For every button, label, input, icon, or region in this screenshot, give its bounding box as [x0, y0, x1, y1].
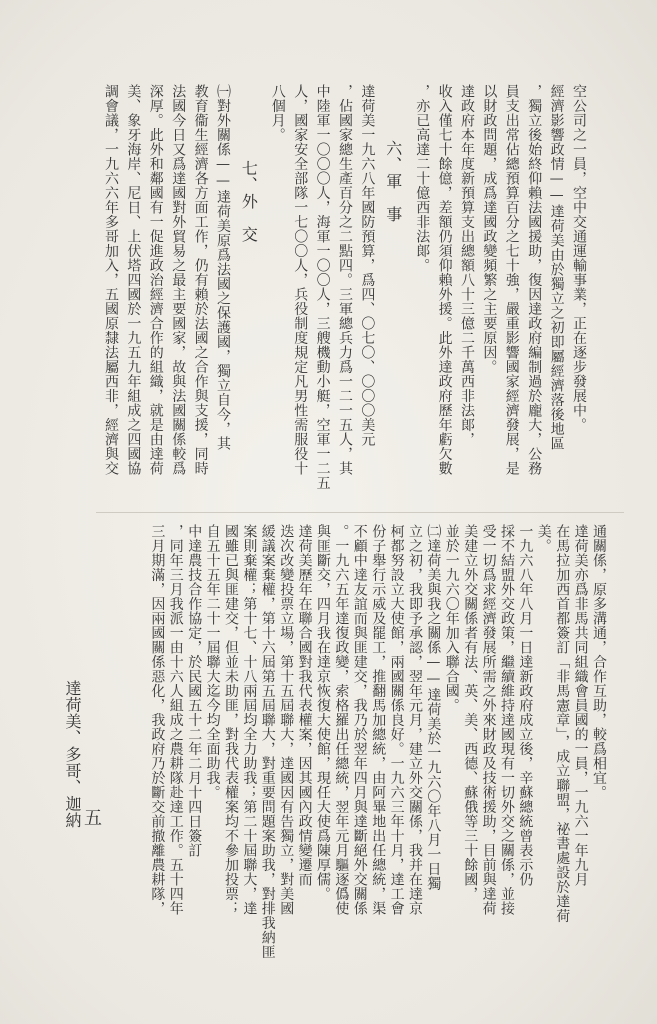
- text-column: ，亦已高達二十億西非法郞。: [414, 84, 431, 273]
- text-column: ㈡達荷美與我之關係——達荷美於一九六〇年八月一日獨: [425, 524, 442, 891]
- text-column: 緩議案棄權，第十六屆第五屆聯大，對重要問題案助我，對排我納匪: [259, 524, 276, 959]
- text-column: 。一九六五年達復政變，索格羅出任總統，翌年元月驅逐僞使: [333, 524, 350, 916]
- text-column: 自五十五年二十一屆聯大迄今均全面助我。: [204, 524, 221, 800]
- text-column: 美建立外交關係者有法、英、美、西德、蘇俄等三十餘國，: [462, 524, 479, 901]
- block-divider: [96, 512, 624, 513]
- text-column: 以財政問題，成爲達國政變頻繁之主要原因。: [481, 84, 498, 374]
- text-column: 經濟影響政情——達荷美由於獨立之初即屬經濟落後地區: [548, 84, 565, 451]
- text-column: 並於一九六〇年加入聯合國。: [443, 524, 460, 713]
- text-column: ，獨立後始終仰賴法國援助，復因達政府編制過於龐大，公務: [526, 84, 543, 476]
- running-head: 達荷美、多哥、迦納: [63, 680, 82, 829]
- text-column: 人，國家安全部隊一七〇〇人，兵役制度規定凡男性需服役十: [292, 84, 309, 476]
- text-column: 達政府本年度新預算支出總額八十三億二千萬西非法郞，: [459, 84, 475, 447]
- text-column: 在馬拉加西首都簽訂「非馬憲章」，成立聯盟，祕書處設於達荷: [554, 524, 571, 923]
- text-column: 中達農技合作協定，於民國五十二年二月十四日簽訂: [186, 524, 203, 858]
- text-column: 三月期滿，因兩國關係惡化，我政府乃於斷交前撤離農耕隊，: [149, 524, 166, 916]
- text-column: ，同年三月我派一由十六人組成之農耕隊赴達工作。五十四年: [167, 524, 184, 916]
- text-column: 達荷美歷年在聯合國對我代表權案，因其國內政情變遷而: [296, 524, 313, 887]
- text-column: 國雖已與匪建交，但並未助匪，對我代表權案均不參加投票；: [223, 524, 239, 916]
- text-column: 通關係，原多溝通，合作互助，較爲相宜。: [591, 524, 607, 800]
- text-column: 受一切爲求經濟發展所需之外來財政及技術援助，目前與達荷: [480, 524, 497, 916]
- text-column: 案則棄權；第十七、十八兩屆均全力助我；第二十屆聯大，達: [241, 524, 258, 916]
- text-column: 中陸軍一〇〇〇人，海軍一〇〇人，三艘機動小艇，空軍一二五: [314, 84, 331, 490]
- text-column: 一九六八年八月一日達新政府成立後，辛蘇總統曾表示仍: [517, 524, 534, 887]
- text-column: 教育衞生經濟各方面工作，仍有賴於法國之合作與支援，同時: [192, 84, 209, 476]
- text-column: 立之初，我即予承認，翌年元月，建立外交關係，我并在達京: [407, 524, 423, 916]
- text-column: 調會議，一九六六年多哥加入，五國原隸法屬西非，經濟與交: [103, 84, 119, 476]
- text-column: 八個月。: [269, 84, 286, 142]
- text-column: ㈠對外關係——達荷美原爲法國之保護國，獨立自今，其: [215, 84, 231, 451]
- text-column: 與匪斷交，四月我在達京恢復大使館，現任大使爲陳厚儒。: [315, 524, 331, 901]
- text-column: 法國今日又爲達國對外貿易之最主要國家，故與法國關係較爲: [170, 84, 187, 476]
- section-heading-military: 六、軍 事: [383, 140, 403, 223]
- text-column: ，佔國家總生產百分之二點四。三軍總兵力爲一二一五人，其: [337, 84, 353, 476]
- text-column: 美、象牙海岸、尼日、上伏塔四國於一九五九年組成之四國協: [125, 84, 142, 476]
- text-column: 空公司之一員，空中交通運輸事業，正在逐步發展中。: [571, 84, 587, 432]
- text-column: 不顧中達友誼而與匪建交，我乃於翌年四月與達斷絕外交關係: [351, 524, 368, 916]
- text-column: 深厚。此外和鄰國有一促進政治經濟合作的組織，就是由達荷: [147, 84, 164, 476]
- page-number: 五: [81, 808, 102, 826]
- text-column: 迭次改變投票立場，第十五屆聯大，達國因有告獨立，對美國: [278, 524, 295, 916]
- text-column: 柯都努設立大使館，兩國關係良好。一九六三年十月，達工會: [388, 524, 405, 916]
- text-column: 份子舉行示威及罷工，推翻馬加總統，由阿畢地出任總統，渠: [370, 524, 387, 916]
- text-column: 達荷美亦爲非馬共同組織會員國的一員，一九六一年九月: [572, 524, 589, 887]
- text-column: 收入僅七十餘億，差額仍須仰賴外援。此外達政府歷年虧欠數: [436, 84, 453, 476]
- text-column: 員支出常佔總預算百分之七十強，嚴重影響國家經濟發展，是: [503, 84, 520, 476]
- section-heading-diplomacy: 七、外 交: [239, 160, 259, 243]
- text-column: 美。: [535, 524, 552, 553]
- text-column: 達荷美一九六八年國防預算，爲四、〇七〇、〇〇〇美元: [359, 84, 376, 447]
- text-column: 採不結盟外交政策，繼續維持達國現有一切外交之關係，並接: [499, 524, 515, 916]
